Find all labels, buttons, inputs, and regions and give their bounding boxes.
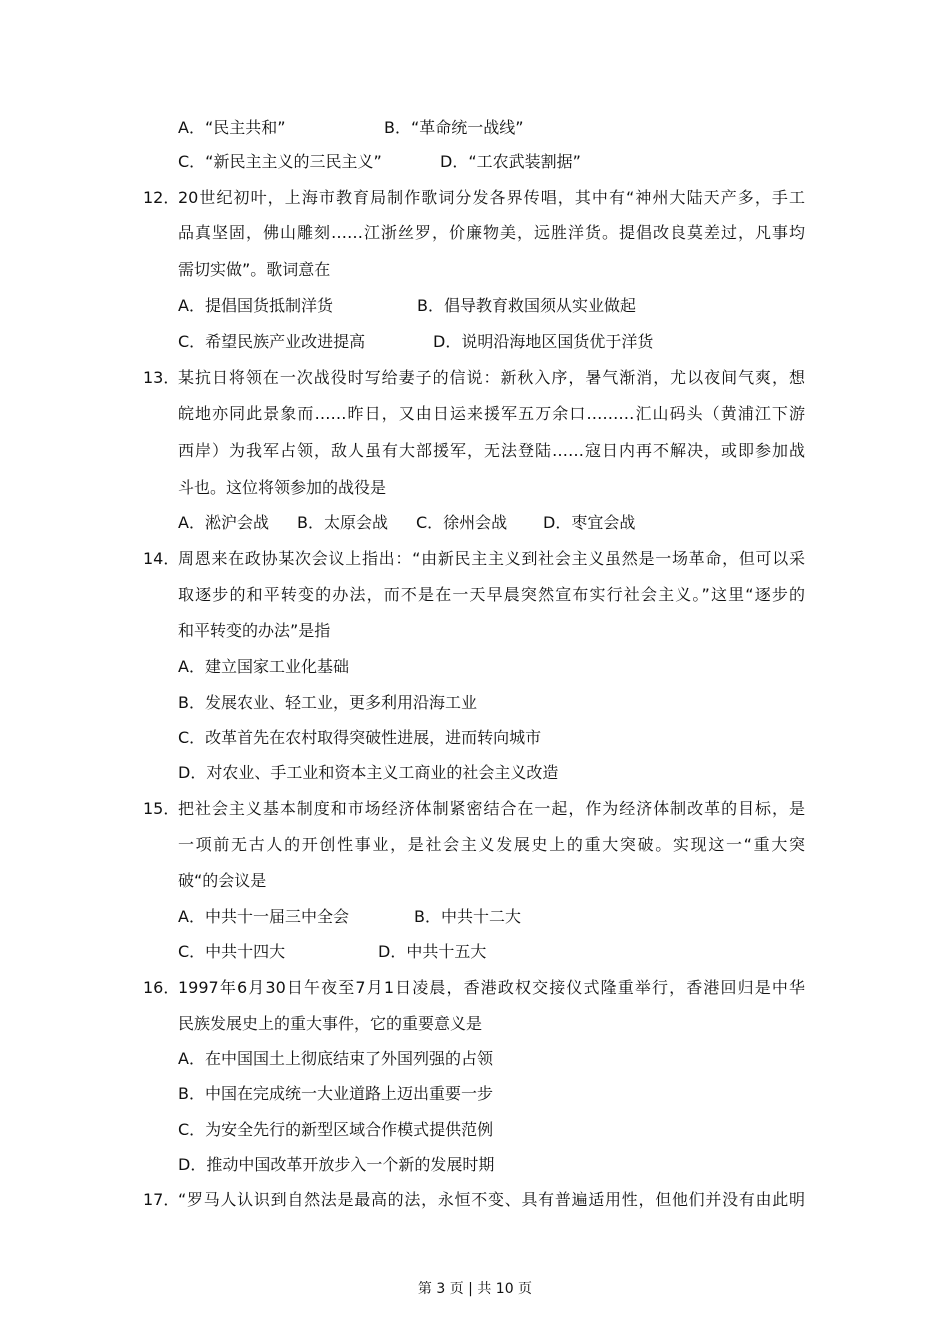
question-text-line: 1997年6月30日午夜至7月1日凌晨，香港政权交接仪式隆重举行，香港回归是中华 (178, 978, 805, 997)
option-b: B．发展农业、轻工业，更多利用沿海工业 (178, 693, 477, 712)
option-b: B．太原会战 (297, 513, 388, 532)
question-text-line: 和平转变的办法”是指 (178, 621, 331, 640)
question-number: 13． (143, 368, 180, 387)
question-text-line: 斗也。这位将领参加的战役是 (178, 478, 387, 497)
option-d: D．对农业、手工业和资本主义工商业的社会主义改造 (178, 763, 559, 782)
option-d: D．推动中国改革开放步入一个新的发展时期 (178, 1155, 495, 1174)
option-d: D．说明沿海地区国货优于洋货 (433, 332, 654, 351)
question-text-line: 西岸）为我军占领，敌人虽有大部援军，无法登陆……寇日内再不解决，或即参加战 (178, 441, 805, 460)
option-a: A．建立国家工业化基础 (178, 657, 349, 676)
option-a: A．“民主共和” (178, 118, 286, 137)
question-text-line: 20世纪初叶，上海市教育局制作歌词分发各界传唱，其中有“神州大陆天产多，手工 (178, 188, 805, 207)
option-b: B．中共十二大 (414, 907, 521, 926)
option-c: C．中共十四大 (178, 942, 286, 961)
question-number: 16． (143, 978, 180, 997)
question-text-line: 需切实做”。歌词意在 (178, 260, 331, 279)
option-d: D．中共十五大 (378, 942, 487, 961)
option-c: C．为安全先行的新型区域合作模式提供范例 (178, 1120, 494, 1139)
question-text-line: 皖地亦同此景象而……昨日，又由日运来援军五万余口………汇山码头（黄浦江下游 (178, 404, 805, 423)
option-c: C．希望民族产业改进提高 (178, 332, 366, 351)
question-number: 17． (143, 1190, 180, 1209)
option-a: A．在中国国土上彻底结束了外国列强的占领 (178, 1049, 493, 1068)
option-b: B．“革命统一战线” (384, 118, 524, 137)
question-number: 15． (143, 799, 180, 818)
question-number: 14． (143, 549, 180, 568)
option-b: B．中国在完成统一大业道路上迈出重要一步 (178, 1084, 493, 1103)
option-d: D．枣宜会战 (543, 513, 636, 532)
question-text-line: “罗马人认识到自然法是最高的法，永恒不变、具有普遍适用性，但他们并没有由此明 (178, 1190, 805, 1209)
option-b: B．倡导教育救国须从实业做起 (417, 296, 636, 315)
option-d: D．“工农武装割据” (440, 152, 581, 171)
option-c: C．“新民主主义的三民主义” (178, 152, 382, 171)
option-c: C．徐州会战 (416, 513, 508, 532)
question-text-line: 某抗日将领在一次战役时写给妻子的信说：新秋入序，暑气渐消，尤以夜间气爽，想 (178, 368, 805, 387)
option-c: C．改革首先在农村取得突破性进展，进而转向城市 (178, 728, 542, 747)
question-text-line: 取逐步的和平转变的办法，而不是在一天早晨突然宣布实行社会主义。”这里“逐步的 (178, 585, 805, 604)
question-text-line: 破“的会议是 (178, 871, 267, 890)
option-a: A．提倡国货抵制洋货 (178, 296, 333, 315)
option-a: A．中共十一届三中全会 (178, 907, 349, 926)
question-number: 12． (143, 188, 180, 207)
option-a: A．淞沪会战 (178, 513, 269, 532)
question-text-line: 一项前无古人的开创性事业，是社会主义发展史上的重大突破。实现这一“重大突 (178, 835, 805, 854)
question-text-line: 民族发展史上的重大事件，它的重要意义是 (178, 1014, 483, 1033)
question-text-line: 把社会主义基本制度和市场经济体制紧密结合在一起，作为经济体制改革的目标，是 (178, 799, 805, 818)
question-text-line: 品真坚固，佛山雕刻……江浙丝罗，价廉物美，远胜洋货。提倡改良莫差过，凡事均 (178, 223, 805, 242)
question-text-line: 周恩来在政协某次会议上指出：“由新民主主义到社会主义虽然是一场革命，但可以采 (178, 549, 805, 568)
page-footer: 第 3 页 | 共 10 页 (417, 1281, 533, 1297)
